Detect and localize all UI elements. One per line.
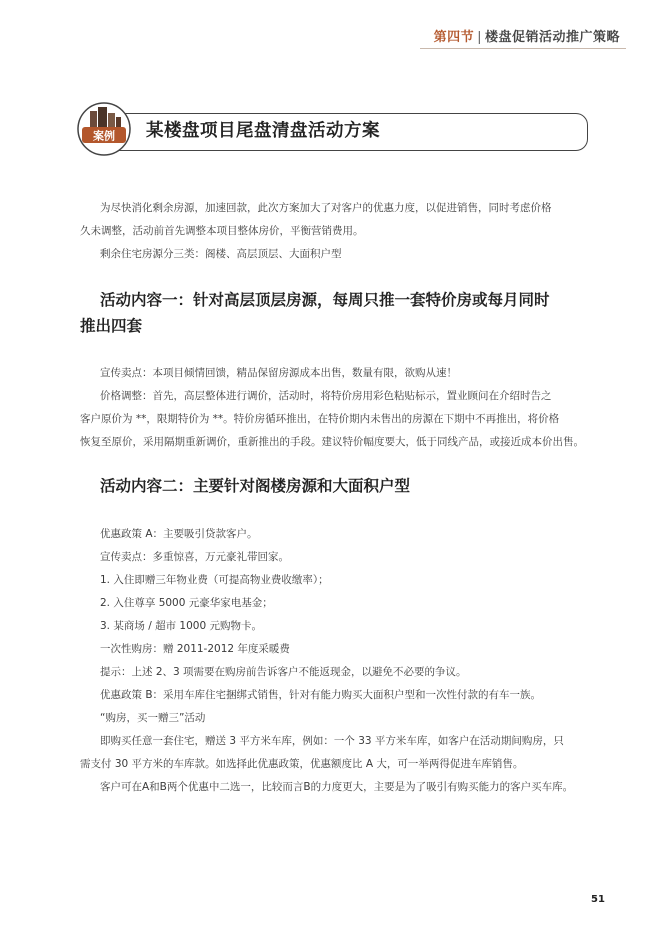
intro-line-2: 久未调整，活动前首先调整本项目整体房价，平衡营销费用。 <box>80 225 364 237</box>
intro-line-1: 为尽快消化剩余房源，加速回款，此次方案加大了对客户的优惠力度，以促进销售，同时考虑价格 <box>100 202 552 214</box>
section1-price-line-1: 价格调整：首先，高层整体进行调价，活动时，将特价房用彩色粘贴标示，置业顾问在介绍时告之 <box>100 390 552 402</box>
section2-heading: 活动内容二：主要针对阁楼房源和大面积户型 <box>100 476 411 495</box>
header-title: 楼盘促销活动推广策略 <box>484 30 620 45</box>
section2-line: 宣传卖点：多重惊喜，万元豪礼带回家。 <box>100 551 289 563</box>
intro-line-3: 剩余住宅房源分三类：阁楼、高层顶层、大面积户型 <box>100 248 342 260</box>
page-number: 51 <box>591 894 605 905</box>
section2-line: 提示：上述 2、3 项需要在购房前告诉客户不能返现金，以避免不必要的争议。 <box>100 666 467 678</box>
header-separator: | <box>477 30 482 45</box>
section2-policy-b-line-2: 需支付 30 平方米的车库款。如选择此优惠政策，优惠额度比 A 大，可一举两得促进车库销售。 <box>80 758 524 770</box>
section2-final: 客户可在A和B两个优惠中二选一，比较而言B的力度更大，主要是为了吸引有购买能力的客户买车库。 <box>100 781 574 793</box>
section2-line: 优惠政策 A：主要吸引贷款客户。 <box>100 528 258 540</box>
section1-price-line-2: 客户原价为 **，限期特价为 **。特价房循环推出，在特价期内未售出的房源在下期中不再推出，将价格 <box>80 413 560 425</box>
section2-policy-b-line-1: 即购买任意一套住宅，赠送 3 平方米车库，例如：一个 33 平方米车库，如客户在活动期间购房，只 <box>100 735 564 747</box>
case-title: 某楼盘项目尾盘清盘活动方案 <box>146 121 380 141</box>
header-rule <box>420 48 626 49</box>
case-badge-icon <box>76 101 132 157</box>
case-badge-label: 案例 <box>93 129 115 143</box>
section1-price-line-3: 恢复至原价，采用隔期重新调价，重新推出的手段。建议特价幅度要大，低于同线产品，或接近成本价出售。 <box>80 436 584 448</box>
section1-heading-line-1: 活动内容一：针对高层顶层房源，每周只推一套特价房或每月同时 <box>100 290 550 309</box>
section2-line: 2. 入住尊享 5000 元豪华家电基金； <box>100 597 273 609</box>
section2-line: “购房，买一赠三”活动 <box>100 712 206 724</box>
section2-line: 优惠政策 B：采用车库住宅捆绑式销售，针对有能力购买大面积户型和一次性付款的有车一族。 <box>100 689 542 701</box>
case-banner <box>76 111 588 151</box>
section1-heading-line-2: 推出四套 <box>80 316 143 335</box>
running-header <box>434 26 620 45</box>
section2-line: 1. 入住即赠三年物业费（可提高物业费收缴率）； <box>100 574 329 586</box>
section1-selling-point: 宣传卖点：本项目倾情回馈，精品保留房源成本出售，数量有限，欲购从速！ <box>100 367 457 379</box>
section2-line: 一次性购房：赠 2011-2012 年度采暖费 <box>100 643 290 655</box>
section2-line: 3. 某商场 / 超市 1000 元购物卡。 <box>100 620 262 632</box>
header-section: 第四节 <box>433 30 475 45</box>
